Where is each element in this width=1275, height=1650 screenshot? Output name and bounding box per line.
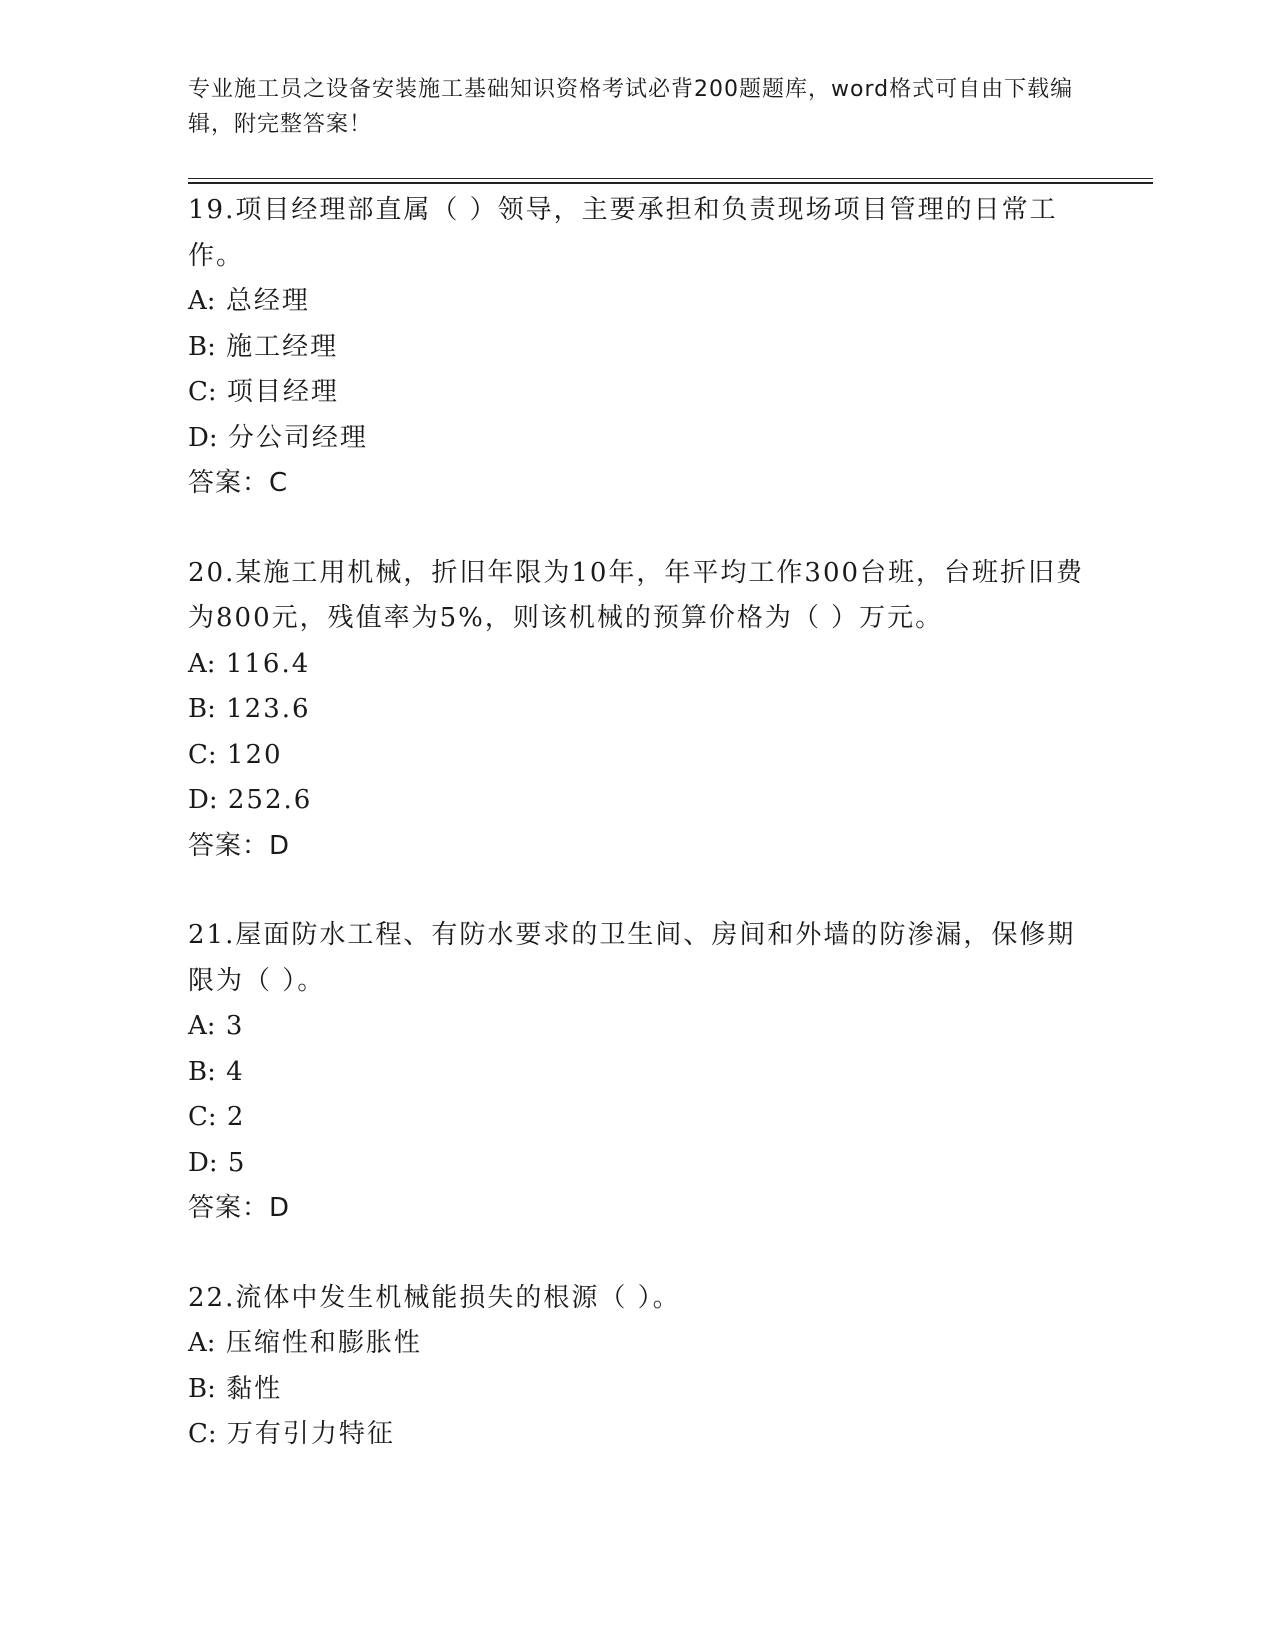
- option-text: 5: [227, 1147, 247, 1178]
- option-label: A:: [188, 648, 216, 679]
- option-label: C:: [188, 377, 217, 407]
- option-a: [188, 642, 1088, 688]
- option-d: [188, 778, 1088, 824]
- option-label: A:: [188, 286, 216, 316]
- question-20: [188, 551, 1088, 870]
- option-a: [188, 1321, 1088, 1367]
- option-text: 123.6: [226, 694, 311, 724]
- option-c: [188, 733, 1088, 779]
- option-text: 252.6: [227, 785, 313, 815]
- option-label: D:: [188, 1147, 218, 1178]
- option-label: C:: [188, 1102, 217, 1132]
- option-b: [188, 1050, 1088, 1096]
- option-a: [188, 1004, 1088, 1050]
- document-header: 专业施工员之设备安装施工基础知识资格考试必背200题题库，word格式可自由下载编辑，附完整答案！: [188, 77, 1074, 137]
- answer-text: 答案：C: [188, 468, 289, 498]
- option-text: 黏性: [226, 1373, 283, 1404]
- option-label: B:: [188, 1373, 216, 1404]
- option-label: D:: [188, 785, 218, 815]
- option-text: 万有引力特征: [226, 1419, 395, 1449]
- option-c: [188, 1095, 1088, 1141]
- question-19: [188, 188, 1088, 507]
- question-text: 22.流体中发生机械能损失的根源（ ）。: [188, 1282, 681, 1313]
- option-d: [188, 1141, 1088, 1187]
- question-text: 21.屋面防水工程、有防水要求的卫生间、房间和外墙的防渗漏，保修期限为（ ）。: [188, 920, 1076, 996]
- question-22: [188, 1276, 1088, 1458]
- option-text: 2: [226, 1102, 246, 1132]
- option-text: 4: [226, 1056, 245, 1087]
- option-label: B:: [188, 694, 216, 724]
- option-text: 3: [225, 1011, 245, 1041]
- question-text: 20.某施工用机械，折旧年限为10年，年平均工作300台班，台班折旧费为800元，残值率为5%，则该机械的预算价格为（ ）万元。: [188, 557, 1085, 633]
- option-label: A:: [188, 1011, 216, 1041]
- question-21: [188, 913, 1088, 1232]
- option-text: 120: [226, 739, 283, 770]
- answer-text: 答案：D: [188, 1193, 291, 1223]
- option-label: A:: [188, 1328, 216, 1358]
- header-divider-bottom: [188, 182, 1153, 184]
- option-b: [188, 325, 1088, 371]
- option-text: 压缩性和膨胀性: [225, 1328, 422, 1358]
- answer-text: 答案：D: [188, 830, 291, 861]
- option-c: [188, 370, 1088, 416]
- option-label: D:: [188, 422, 218, 453]
- option-label: C:: [188, 739, 217, 770]
- option-label: B:: [188, 331, 216, 362]
- option-d: [188, 416, 1088, 462]
- header-divider-top: [188, 178, 1153, 179]
- option-text: 分公司经理: [227, 422, 368, 453]
- option-b: [188, 687, 1088, 733]
- option-text: 施工经理: [226, 331, 339, 362]
- option-text: 总经理: [225, 286, 310, 316]
- option-label: B:: [188, 1056, 216, 1087]
- option-b: [188, 1367, 1088, 1413]
- question-text: 19.项目经理部直属（ ）领导，主要承担和负责现场项目管理的日常工作。: [188, 195, 1058, 271]
- option-label: C:: [188, 1419, 217, 1449]
- option-a: [188, 279, 1088, 325]
- option-c: [188, 1412, 1088, 1458]
- option-text: 项目经理: [226, 377, 339, 407]
- question-list: [188, 188, 1088, 1502]
- option-text: 116.4: [225, 648, 311, 679]
